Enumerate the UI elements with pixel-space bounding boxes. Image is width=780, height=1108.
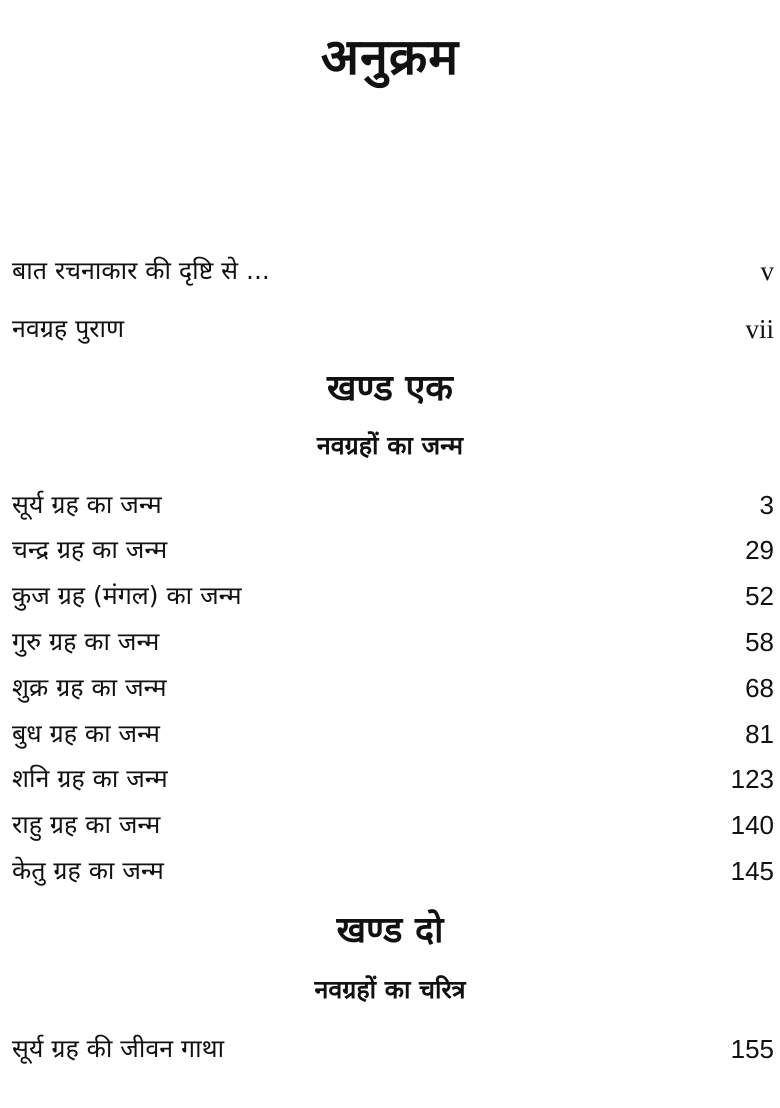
toc-entry xyxy=(12,713,774,755)
toc-entry-page: 68 xyxy=(745,673,774,703)
section-heading-two: खण्ड दो xyxy=(336,910,444,951)
toc-entry xyxy=(12,667,774,709)
toc-entry-page: 81 xyxy=(745,719,774,749)
toc-entry-page: vii xyxy=(745,314,774,344)
toc-entry xyxy=(12,575,774,617)
toc-entry-label: शनि ग्रह का जन्म xyxy=(12,764,168,793)
section-heading-one: खण्ड एक xyxy=(327,368,453,409)
toc-entry-label: सूर्य ग्रह की जीवन गाथा xyxy=(12,1034,225,1063)
toc-entry-label: नवग्रह पुराण xyxy=(12,314,125,343)
toc-entry-page: 52 xyxy=(745,581,774,611)
toc-entry xyxy=(12,804,774,846)
toc-entry-label: बुध ग्रह का जन्म xyxy=(12,719,160,748)
toc-entry xyxy=(12,621,774,663)
section-subheading-one: नवग्रहों का जन्म xyxy=(316,431,464,460)
toc-entry xyxy=(12,484,774,526)
toc-entry-label: शुक्र ग्रह का जन्म xyxy=(12,673,167,702)
toc-entry-label: गुरु ग्रह का जन्म xyxy=(12,627,160,656)
toc-entry-label: बात रचनाकार की दृष्टि से ... xyxy=(12,256,270,285)
toc-entry-label: कुज ग्रह (मंगल) का जन्म xyxy=(12,581,242,610)
toc-entry xyxy=(12,850,774,892)
toc-entry-label: राहु ग्रह का जन्म xyxy=(12,810,161,839)
toc-entry xyxy=(12,758,774,800)
toc-entry-label: सूर्य ग्रह का जन्म xyxy=(12,490,162,519)
toc-entry-page: 155 xyxy=(730,1034,774,1064)
toc-entry-page: 29 xyxy=(745,535,774,565)
section-subheading-two: नवग्रहों का चरित्र xyxy=(314,975,466,1004)
toc-entry-page: 140 xyxy=(730,810,774,840)
toc-entry-page: 145 xyxy=(730,856,774,886)
toc-entry-label: केतु ग्रह का जन्म xyxy=(12,856,164,885)
toc-entry-page: 58 xyxy=(745,627,774,657)
toc-entry-page: 3 xyxy=(759,490,774,520)
toc-entry xyxy=(12,250,774,292)
toc-entry-page: 123 xyxy=(730,764,774,794)
toc-entry xyxy=(12,1028,774,1070)
toc-entry xyxy=(12,308,774,350)
page-title: अनुक्रम xyxy=(320,28,460,86)
toc-entry-label: चन्द्र ग्रह का जन्म xyxy=(12,535,168,564)
toc-entry xyxy=(12,529,774,571)
toc-entry-page: v xyxy=(760,256,774,286)
